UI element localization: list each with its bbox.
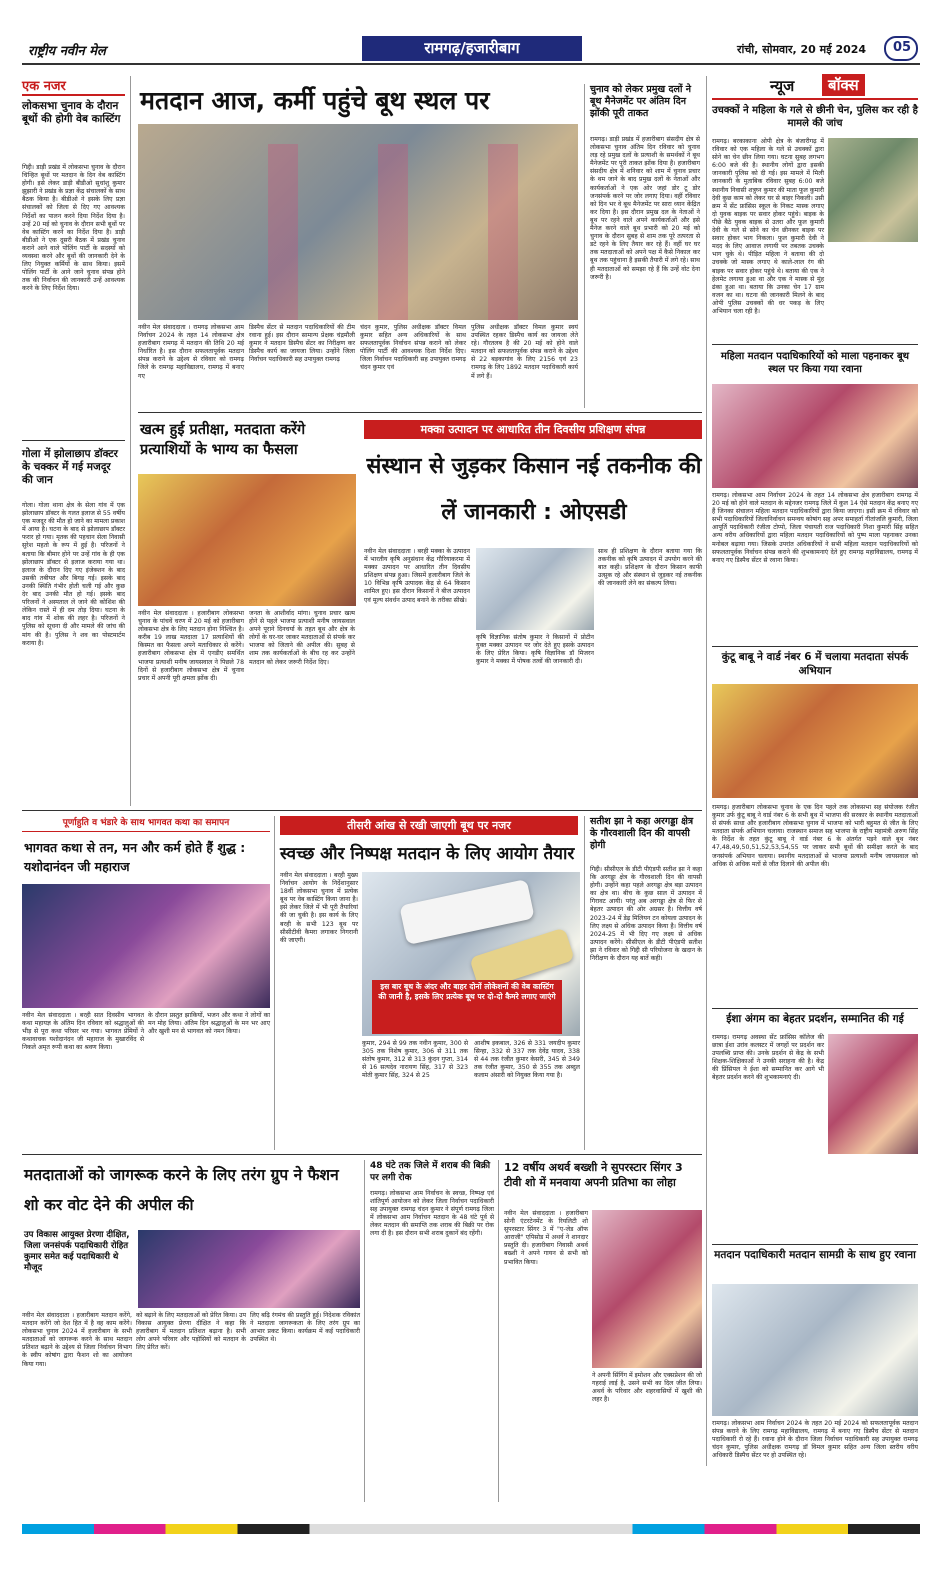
footer-color-bar [22, 1524, 920, 1534]
coal-col-rule [584, 816, 585, 1150]
masthead [22, 36, 920, 62]
liquor-headline: 48 घंटे तक जिले में शराब की बिक्री पर लगी रोक [370, 1161, 491, 1183]
news-box-5-photo [712, 1284, 918, 1416]
singer-body-a: नवीन मेल संवाददाता । हजारीबाग सोनी एंटरटेनमेंट के रियलिटी शो सुपरस्टार सिंगर 3 में "ए-जेड ऑफ आराजी" एपिसोड में अथर्व ने शानदार प्रस्तुति दी। हजारीबाग निवासी अथर्व बख्शी ने अपने गायन से सभी को प्रभावित किया। [504, 1210, 588, 1266]
surv-caption: इस बार बूथ के अंदर और बाहर दोनों लोकेशनों की वेब कास्टिंग की जानी है, इसके लिए प्रत्येक बूथ पर दो-दो कैमरे लगाए जाएंगे [378, 982, 556, 1001]
news-box-1-body: रामगढ़। बरकाकाना ओपी क्षेत्र के बंजारीगढ़ में रविवार को एक महिला के गले से उचक्कों द्वारा सोने का चेन छीन लिया गया। घटना सुबह लगभग 6:00 बजे की है। स्थानीय लोगों द्वारा इसकी जानकारी पुलिस को दी गई। इस मामले में मिली जानकारी के मुताबिक रविवार सुबह 6:00 बजे स्थानीय निवासी शत्रुघ्न कुमार की माता फूल कुमारी देवी कुछ काम को लेकर घर से बाहर निकली। उसी क्रम में सेंट फ्रांसिस स्कूल के निकट मास्क लगाए दो युवक बाइक पर सवार होकर पहुंचे। बाइक के पीछे बैठे युवक बाइक से उतरा और फूल कुमारी देवी के गले से सोने का चेन छीनकर बाइक पर सवार होकर भाग निकला। फूल कुमारी देवी ने मदद के लिए आवाज लगायी पर तबतक उचक्के भाग चुके थे। पीड़ित महिला ने बताया की दो उचक्के जो मास्क लगाए थे काले-लाल रंग की बाइक पर सवार होकर पहुंचे थे। बताया की एक ने हेलमेट लगाया हुआ था और एक ने मास्क से मुंह ढंका हुआ था। बताया कि उनका चेन 17 ग्राम वजन का था। घटना की जानकारी मिलने के बाद ओपी पुलिस उचक्कों की धर पकड़ के लिए अभियान चला रही है। [712, 138, 824, 315]
booth-mgmt-headline: चुनाव को लेकर प्रमुख दलों ने बूथ मैनेजमेंट पर अंतिम दिन झोंकी पूरी ताकत [590, 84, 692, 119]
section-banner: रामगढ़/हजारीबाग [362, 36, 582, 61]
lead-photo [138, 124, 578, 320]
news-box-label-a: न्यूज [770, 77, 795, 95]
dateline: रांची, सोमवार, 20 मई 2024 [737, 43, 867, 56]
booth-col-rule [584, 84, 585, 408]
news-box-2-headline: महिला मतदान पदाधिकारियों को माला पहनाकर बूथ स्थल पर किया गया रवाना [720, 351, 910, 375]
agri-band: मक्का उत्पादन पर आधारित तीन दिवसीय प्रशिक्षण संपन्न [364, 420, 702, 439]
coal-story [590, 816, 702, 1150]
lead-col-4: पुलिस अधीक्षक डॉक्टर विमल कुमार स्वयं उपस्थित रहकर डिस्पैच कार्य का जायजा लेते रहे। गौरतलब है की 20 मई को होने वाले मतदान को सफलतापूर्वक संपन्न कराने के उद्देश्य से 22 बड़कागांव के लिए 2156 एवं 23 रामगढ़ के लिए 1892 मतदान पदाधिकारी कार्य में लगे हैं। [471, 324, 578, 380]
surv-body-c: आशीष इकबाल, 326 से 331 जयदीप कुमार सिन्हा, 332 से 337 तक देवेंद्र यादव, 338 से 44 तक रंजीत कुमार केसरी, 345 से 349 तक रंजीत कुमार, 350 से 355 तक अब्दुल कलाम अंसारी को नियुक्त किया गया है। [474, 1040, 580, 1080]
news-box-3-body: रामगढ़। हजारीबाग लोकसभा चुनाव के एक दिन पहले तक लोकसभा सह संयोजक रंजीत कुमार उर्फ कुंटू बाबू ने वार्ड नंबर 6 के सभी बूथ में भाजपा की सरकार के स्थानीय मतदाताओं से संपर्क साधा और हजारीबाग लोकसभा चुनाव में भाजपा को भारी बहुमत से जीत के लिए मतदाता संपर्क अभियान चलाया। राजस्थान समाज सह भाजपा के राष्ट्रीय महामंत्री अरुण सिंह के निर्देश के तहत कुंटू बाबू ने वार्ड नंबर 6 के अंतर्गत पड़ने वाले बूथ नंबर 47,48,49,50,51,52,53,54,55 पर जाकर सभी बूथों की समीक्षा करते के बाद जनसंपर्क अभियान चलाया। स्थानीय मतदाताओं से भाजपा प्रत्याशी मनीष जायसवाल को अधिक से अधिक मतों से जीत दिलाने की अपील की। [712, 804, 918, 868]
liquor-body: रामगढ़। लोकसभा आम निर्वाचन के स्वच्छ, निष्पक्ष एवं शांतिपूर्ण आयोजन को लेकर जिला निर्वाचन पदाधिकारी सह उपायुक्त रामगढ़ चंदन कुमार ने संपूर्ण रामगढ़ जिला में लोकसभा आम निर्वाचन मतदान के 48 घंटे पूर्व से लेकर मतदान की समाप्ति तक शराब की बिक्री पर रोक लगा दी है। इस दौरान सभी शराब दुकानें बंद रहेंगी। [370, 1190, 494, 1238]
singer-body-b: ने अपनी सिंगिंग में इमोशन और एक्सप्रेशन की जो गहराई लाई है, उसने सभी का दिल जीत लिया। अथर्व के परिवार और शहरवासियों में खुशी की लहर है। [592, 1372, 702, 1404]
news-box-4-body: रामगढ़। रामगढ़ अवस्था सेंट फ्रांसिस कॉलेज की छात्रा ईशा उरांव कलस्टर में जगहों पर प्रदर्शन कर उपलब्धि प्राप्त की। उनके प्रदर्शन से केंद्र के सभी शिक्षक-शिक्षिकाओं ने उनकी सराहना की है। केंद्र की प्रिंसिपल ने ईशा को सम्मानित कर आगे भी बेहतर प्रदर्शन करने की शुभकामनाएं दी। [712, 1034, 824, 1082]
fashion-subhead: उप विकास आयुक्त प्रेरणा दीक्षित, जिला जनसंपर्क पदाधिकारी रोहित कुमार समेत कई पदाधिकारी थे मौजूद [24, 1230, 130, 1273]
bhagwat-headline: भागवत कथा से तन, मन और कर्म होते हैं शुद्ध : यशोदानंदन जी महाराज [24, 840, 246, 874]
waiting-headline: खत्म हुई प्रतीक्षा, मतदाता करेंगे प्रत्याशियों के भाग्य का फैसला [140, 422, 306, 458]
bhagwat-body-a: नवीन मेल संवाददाता । बरही सात दिवसीय भागवत कथा महायज्ञ के अंतिम दिन रविवार को श्रद्धालुओं की भीड़ से पूरा कथा परिसर भर गया। भागवत प्रेमियों ने कथावाचक यशोदानंदन जी महाराज के मुखारविंद से निकले अमृत रूपी कथा का श्रवण किया। [22, 1012, 144, 1052]
mid-rule [22, 810, 702, 811]
surv-body-b: कुमार, 294 से 99 तक नवीन कुमार, 300 से 305 तक निशेष कुमार, 306 से 311 तक संतोष कुमार, 312 से 313 कुंदन गुप्ता, 314 से 16 सत्यदेव नारायण सिंह, 317 से 323 मोती कुमार सिंह, 324 से 25 [362, 1040, 468, 1080]
news-box-divider-3 [712, 1008, 918, 1009]
left-col-rule [130, 76, 131, 806]
fashion-body-b: को बढ़ाने के लिए मतदाताओं को प्रेरित किया। उप विकास आयुक्त प्रेरणा दीक्षित ने कहा कि हजारीबाग में मतदान प्रतिशत बढ़ाना है। सभी लोग अपने परिवार और पड़ोसियों को मतदान के लिए प्रेरित करें। [136, 1312, 247, 1352]
coal-body: गिद्दी। सीसीएल के डीटी पीएंडपी सतीश झा ने कहा कि अरगड्डा क्षेत्र के गौरवशाली दिन की वापसी होगी। उन्होंने कहा पहले अरगड्डा क्षेत्र बड़ा उत्पादन का क्षेत्र था। बीच के कुछ साल में उत्पादन में गिरावट आयी। परंतु अब अरगड्डा क्षेत्र से फिर से बेहतर उत्पादन की ओर अग्रसर है। वित्तीय वर्ष 2023-24 में डेढ़ मिलियन टन कोयला उत्पादन के लिए लक्ष्य से अधिक उत्पादन किया है। वित्तीय वर्ष 2024-25 में भी दिए गए लक्ष्य से अधिक उत्पादन करेंगे। सीसीएल के डीटी पीएंडपी सतीश झा ने रविवार को गिद्दी सी परियोजना के खदान के निरीक्षण के दौरान यह बातें कही। [590, 866, 702, 963]
news-box-header [712, 74, 918, 100]
lead-col-2: डिस्पैच सेंटर से मतदान पदाधिकारियों की टीम रवाना हुई। इस दौरान सामान्य प्रेक्षक चंद्रमौली कुमार ने मतदान डिस्पैच सेंटर का निरीक्षण कर डिस्पैच कार्य का जायजा लिया। उन्होंने जिला निर्वाचन पदाधिकारी सह उपायुक्त रामगढ़ [249, 324, 355, 364]
surv-band: तीसरी आंख से रखी जाएगी बूथ पर नजर [280, 816, 578, 835]
fashion-body-c: लिए बढ़ि रंगमंच की प्रस्तुति हुई। निदेशक रविकांत ने मतदाता जागरूकता के लिए तरंग ग्रुप का आभार प्रकट किया। कार्यक्रम में कई पदाधिकारी उपस्थित थे। [250, 1312, 360, 1344]
news-box-1-body-cont [712, 242, 918, 334]
fashion-headline: मतदाताओं को जागरूक करने के लिए तरंग ग्रुप ने फैशन शो कर वोट देने की अपील की [24, 1166, 339, 1214]
liquor-story [370, 1160, 494, 1502]
news-box-3-photo [712, 684, 918, 798]
cctv-camera-icon [399, 879, 534, 945]
waiting-photo [138, 474, 356, 606]
news-box-5-body: रामगढ़। लोकसभा आम निर्वाचन 2024 के तहत 20 मई 2024 को सफलतापूर्वक मतदान संपन्न कराने के लिए रामगढ़ महाविद्यालय, रामगढ़ में बनाए गए डिस्पैच सेंटर से मतदान पदाधिकारी रो रहे हैं। रवाना होने के दौरान जिला निर्वाचन पदाधिकारी सह उपायुक्त रामगढ़ चंदन कुमार, पुलिस अधीक्षक रामगढ़ डॉ विमल कुमार सहित अन्य जिला स्तरीय वरीय अधिकारी डिस्पैच सेंटर पर हो उपस्थित रहे। [712, 1420, 918, 1460]
bhagwat-band: पूर्णाहुति व भंडारे के साथ भागवत कथा का समापन [62, 818, 230, 828]
agri-body-a: नवीन मेल संवाददाता । बरही मक्का के उत्पादन में भारतीय कृषि अनुसंधान केंद्र गौरियाकरमा में मक्का उत्पादन पर आधारित तीन दिवसीय प्रशिक्षण संपन्न हुआ। जिसमें हजारीबाग जिले के 10 विभिन्न कृषि उत्पादक केंद्र से 64 किसान शामिल हुए। इस दौरान किसानों ने बीज उत्पादन एवं मूल्य संवर्धन उत्पाद बनाने के तरीका सीखे। [364, 548, 470, 604]
agri-photo [476, 548, 594, 630]
news-box-5-headline: मतदान पदाधिकारी मतदान सामग्री के साथ हुए रवाना [714, 1249, 916, 1261]
news-box-3-headline: कुंटू बाबू ने वार्ड नंबर 6 में चलाया मतदाता संपर्क अभियान [721, 651, 909, 677]
lead-bottom-rule [138, 412, 702, 413]
ek-nazar-label: एक नजर [22, 76, 125, 96]
news-box-4-photo [828, 1034, 918, 1154]
surv-body-a: नवीन मेल संवाददाता । बरही मुख्य निर्वाचन आयोग के निर्देशानुसार 18वीं लोकसभा चुनाव में प्रत्येक बूथ पर वेब कास्टिंग किया जाना है। इसे लेकर जिले में भी पूरी तैयारियां की जा चुकी है। इस कार्य के लिए बरही के सभी 123 बूथ पर सीसीटीवी कैमरा लगाकर निगरानी की जाएगी। [280, 872, 358, 944]
lead-col-1: नवीन मेल संवाददाता । रामगढ़ लोकसभा आम निर्वाचन 2024 के तहत 14 लोकसभा क्षेत्र हजारीबाग रामगढ़ में मतदान की तिथि 20 मई निर्धारित है। इस दौरान सफलतापूर्वक मतदान संपन्न कराने के उद्देश्य से रविवार को रामगढ़ जिले के रामगढ़ महाविद्यालय, रामगढ़ में बनाए गए [138, 324, 244, 380]
left-story-2-body: गोला। गोला थाना क्षेत्र के सेला गांव में एक झोलाछाप डॉक्टर के गलत इलाज से 55 वर्षीय एक मजदूर की मौत हो जाने का मामला प्रकाश में आया है। घटना के बाद से झोलाछाप डॉक्टर फरार हो गया। मृतक की पहचान सेला निवासी सुरेश महतो के रूप में हुई है। परिजनों ने बताया कि बीमार होने पर उन्हें गांव के ही एक झोलाछाप डॉक्टर से इलाज कराया गया था। इलाज के दौरान दिए गए इंजेक्शन के बाद उसकी तबीयत और बिगड़ गई। इसके बाद उनकी स्थिति गंभीर होती चली गई और कुछ देर बाद उनकी मौत हो गई। इसके बाद परिजनों ने अस्पताल ले जाने की कोशिश की लेकिन रास्ते में ही दम तोड़ दिया। घटना के बाद गांव में शोक की लहर है। परिजनों ने पुलिस को सूचना दी और मामले की जांच की मांग की है। पुलिस ने शव का पोस्टमार्टम कराया है। [22, 502, 125, 647]
left-story-2-headline: गोला में झोलाछाप डॉक्टर के चक्कर में गई मजदूर की जान [22, 448, 118, 486]
agri-headline: संस्थान से जुड़कर किसान नई तकनीक की लें जानकारी : ओएसडी [366, 454, 702, 525]
agri-body-b: कृषि विज्ञानिक संतोष कुमार ने किसानों में प्रोटीन युक्त मक्का उत्पादन पर जोर देते हुए इसके उत्पादन के लिए प्रेरित किया। कृषि विज्ञानिक डॉ मिजरन कुमार ने मक्का में पोषक तत्वों की जानकारी दी। [476, 634, 594, 666]
left-story-1-headline: लोकसभा चुनाव के दौरान बूथों की होगी वेब कास्टिंग [22, 100, 121, 125]
news-box-1-photo [828, 138, 918, 242]
left-column-divider [22, 440, 125, 441]
lead-photo-figures [228, 144, 528, 320]
surv-photo [362, 872, 580, 1036]
news-box-divider-1 [712, 344, 918, 345]
agri-body-d: साथ ही प्रशिक्षण के दौरान बताया गया कि तकनीक को कृषि उत्पादन में उपयोग करने की बात कही। प्रशिक्षण के दौरान किसान काफी उत्सुक रहे और संस्थान से जुड़कर नई तकनीक की जानकारी लेने का संकल्प लिया। [598, 548, 702, 588]
bottom-rule [22, 1154, 702, 1155]
waiting-body-b: जनता के आशीर्वाद मांगा। चुनाव प्रचार खत्म होने से पहले भाजपा प्रत्याशी मनीष जायसवाल अपने पूराने दिनचर्या के तहत बूथ और क्षेत्र के लोगों के घर-घर जाकर मतदाताओं से संपर्क कर भाजपा को जिताने की अपील की। सुबह से शाम तक कार्यकर्ताओं के बीच रह कर उन्होंने मतदान को लेकर जरूरी निर्देश दिए। [249, 610, 355, 666]
page-number: 05 [892, 40, 912, 55]
singer-headline: 12 वर्षीय अथर्व बख्शी ने सुपरस्टार सिंगर 3 टीवी शो में मनवाया अपनी प्रतिभा का लोहा [504, 1161, 683, 1189]
singer-photo [592, 1210, 702, 1368]
fashion-body-a: नवीन मेल संवाददाता । हजारीबाग मतदान करेंगे, मतदान करेंगे जो देश हित में है वह काम करेंगे। लोकसभा चुनाव 2024 में हजारीबाग के सभी मतदाताओं को जागरूक करने के साथ मतदान प्रतिशत बढ़ाने के उद्देश्य से जिला निर्वाचन विभाग के स्वीप कोषांग द्वारा फैशन शो का आयोजन किया गया। [22, 1312, 132, 1368]
fashion-photo [138, 1230, 360, 1308]
lead-col-3: चंदन कुमार, पुलिस अधीक्षक डॉक्टर विमल कुमार सहित अन्य अधिकारियों के साथ सफलतापूर्वक निर्वाचन संपन्न कराने को लेकर पोलिंग पार्टी की आवश्यक दिशा निर्देश दिए। जिला निर्वाचन पदाधिकारी सह उपायुक्त रामगढ़ चंदन कुमार एवं [360, 324, 466, 372]
bhagwat-body-b: के दौरान प्रस्तुत झाकियों, भजन और कथा ने लोगों का मन मोह लिया। अंतिम दिन श्रद्धालुओं के मन भर आए और खुशी मन से भागवत को नमन किया। [148, 1012, 270, 1036]
waiting-body-a: नवीन मेल संवाददाता । हजारीबाग लोकसभा चुनाव के पांचवें चरण में 20 मई को हजारीबाग लोकसभा क्षेत्र के लिए मतदान होना निश्चित है। करीब 19 लाख मतदाता 17 प्रत्याशियों की किस्मत का फैसला अपने मताधिकार से करेंगे। हजारीबाग लोकसभा क्षेत्र में एनडीए समर्थित भाजपा प्रत्याशी मनीष जायसवाल ने पिछले 78 दिनों से हजारीबाग लोकसभा क्षेत्र में चुनाव प्रचार में अपनी पूरी क्षमता झोंक दी। [138, 610, 244, 682]
news-box-divider-2 [712, 646, 918, 647]
news-box-2-photo [712, 384, 918, 488]
left-story-1-body: गिद्दी। डाड़ी प्रखंड में लोकसभा चुनाव के दौरान चिन्हित बूथों पर मतदान के दिन वेब कास्टिंग होगी। इसे लेकर डाड़ी बीडीओ सुधांशु कुमार झुझारी ने प्रखंड के प्रज्ञा केंद्र संचालकों के साथ बैठक किया है। बीडीओ ने इसके लिए प्रज्ञा संचालकों को जिला से दिए गए आवश्यक निर्देशों का पालन करने दिया निर्देश दिया है। उन्हें 20 मई को चुनाव के दौरान सभी बूथों पर वेब कास्टिंग करने का निर्देश दिया है। डाड़ी बीडीओ ने एक दूसरी बैठक में प्रखंड चुनाव कराने आने वाले पोलिंग पार्टी के सदस्यों को व्यवस्था करने और बूथों की जानकारी देने के लिए नियुक्त कर्मियों के साथ किया। इसमें पोलिंग पार्टी के आने जाने चुनाव संपन्न होने तक की निर्वाचन की जानकारी उन्हें आवश्यक करने के लिए निर्देश दिया। [22, 164, 125, 293]
masthead-rule [22, 63, 920, 65]
surv-headline: स्वच्छ और निष्पक्ष मतदान के लिए आयोग तैयार [280, 844, 575, 864]
paper-name: राष्ट्रीय नवीन मेल [28, 44, 106, 59]
news-box-1-headline: उचक्कों ने महिला के गले से छीनी चेन, पुलिस कर रही है मामले की जांच [712, 105, 918, 129]
liquor-col-rule [364, 1160, 365, 1502]
bhagwat-band-wrap [22, 816, 270, 832]
left-column [22, 76, 125, 432]
booth-mgmt-story [590, 84, 700, 408]
singer-col-rule [498, 1160, 499, 1502]
coal-headline: सतीश झा ने कहा अरगड्डा क्षेत्र के गौरवशाली दिन की वापसी होगी [590, 816, 694, 851]
booth-mgmt-body: रामगढ़। डाड़ी प्रखंड में हजारीबाग संसदीय क्षेत्र से लोकसभा चुनाव अंतिम दिन रविवार को चुनाव लड़ रहे प्रमुख दलों के प्रत्याशी के समर्थकों ने बूथ मैनेजमेंट पर पूरी ताकत झोंक दिया है। हजारीबाग संसदीय क्षेत्र में शनिवार को शाम में चुनाव प्रचार के थम जाने के बाद प्रमुख दलों के नेताओं और कार्यकर्ताओं ने एक ओर जहां डोर टू डोर जनसंपर्क करने पर जोर लगाए दिया। वहीं रविवार को दिन भर वे बूथ मैनेजमेंट पर सारा ध्यान केंद्रित कर दिया है। इस दौरान प्रमुख दल के नेताओं ने बूथ पर रहने वाले अपने कार्यकर्ताओं और इसे मैनेज करने वाले बूथ प्रभारी को 20 मई को चुनाव के दौरान सुबह से शाम तक पूरे तत्परता से डटे रहने के लिए तैयार कर रहे हैं। वहीं घर घर तक मतदाताओं को अपने पक्ष में कैसे निकाल कर बूथ तक पहुंचाना है इसकी तैयारी में लगे रहे। साथ ही मतदाताओं को समझा रहे हैं कि उन्हें वोट देना जरूरी है। [590, 136, 700, 281]
news-box-rule [706, 76, 707, 1466]
news-box-4-headline: ईशा अंगम का बेहतर प्रदर्शन, सम्मानित की गई [726, 1013, 904, 1025]
surv-col-rule [274, 816, 275, 1150]
left-story-2 [22, 448, 125, 808]
news-box-divider-4 [712, 1244, 918, 1245]
news-box-2-body: रामगढ़। लोकसभा आम निर्वाचन 2024 के तहत 14 लोकसभा क्षेत्र हजारीबाग रामगढ़ में 20 मई को होने वाले मतदान के मद्देनजर रामगढ़ जिले में कुल 14 ऐसे मतदान केंद्र बनाए गए हैं जिनका संचालन महिला मतदान पदाधिकारियों द्वारा किया जाएगा। इसी क्रम में रविवार को सभी पदाधिकारियों जिलानिर्वाचन समन्वय कोषांग सह अपर समाहर्ता गीतांजलि कुमारी, जिला आपूर्ति पदाधिकारी रंजीता टोप्पो, जिला पंचायती राज पदाधिकारी निशा कुमारी सिंह सहित अन्य वरीय अधिकारियों द्वारा महिला मतदान पदाधिकारियों को पुष्प माला पहनाकर उनका मनोबल बढ़ाया गया। जिसके उपरांत अधिकारियों ने सभी महिला मतदान पदाधिकारियों को सफलतापूर्वक निर्वाचन संपन्न कराने की शुभकामनाएं देते हुए रामगढ़ महाविद्यालय, रामगढ़ में बनाए गए डिस्पैच सेंटर से रवाना किया। [712, 492, 918, 564]
bhagwat-photo [22, 884, 270, 1008]
news-box-label-b: बॉक्स [822, 74, 865, 96]
lead-headline: मतदान आज, कर्मी पहुंचे बूथ स्थल पर [140, 86, 490, 115]
